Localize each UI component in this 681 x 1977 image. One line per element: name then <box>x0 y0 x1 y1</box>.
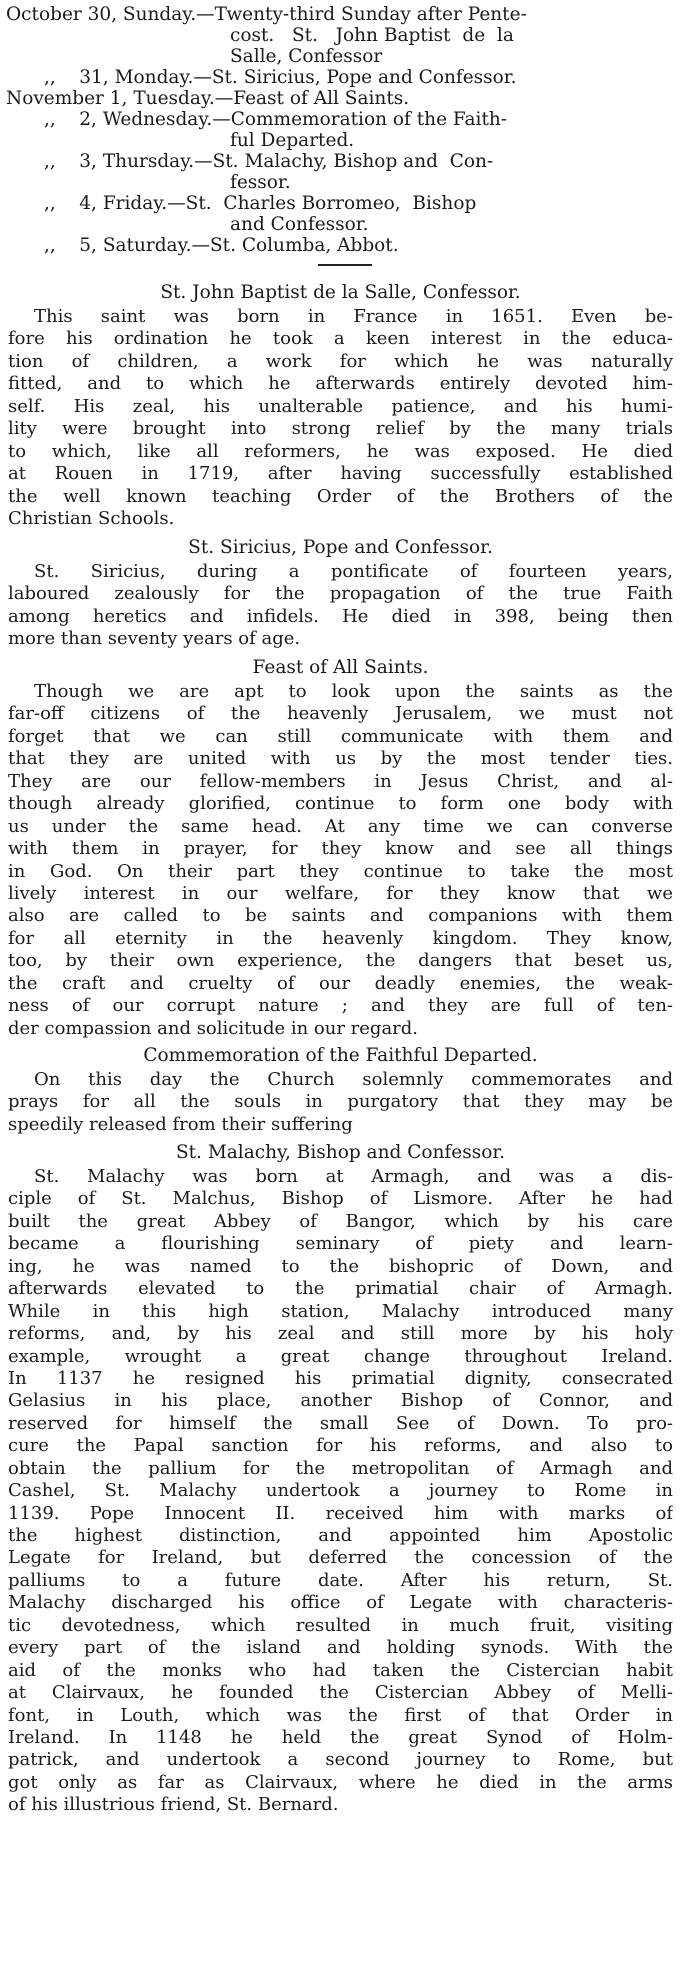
text-line: speedily released from their suffering <box>8 1113 353 1135</box>
text-line: Cashel, St. Malachy undertook a journey to Rome in <box>8 1480 673 1502</box>
text-line: St. Siricius, during a pontificate of fourteen years, <box>34 561 673 582</box>
text-line: at Rouen in 1719, after having successfully established <box>8 463 673 485</box>
text-line: among heretics and infidels. He died in 398, being then <box>8 605 673 627</box>
text-line: of his illustrious friend, St. Bernard. <box>8 1794 339 1816</box>
text-line: far-off citizens of the heavenly Jerusalem, we must not <box>8 703 673 725</box>
text-line: afterwards elevated to the primatial chair of Armagh. <box>8 1278 673 1300</box>
section-body <box>8 1166 673 1817</box>
text-line: self. His zeal, his unalterable patience, and his humi- <box>8 395 673 417</box>
text-line: prays for all the souls in purgatory that they may be <box>8 1091 673 1113</box>
calendar-line: October 30, Sunday.—Twenty-third Sunday after Pente- <box>6 4 527 25</box>
text-line: laboured zealously for the propagation of the true Faith <box>8 583 673 605</box>
section-heading: St. Malachy, Bishop and Confessor. <box>175 1142 506 1163</box>
text-line: obtain the pallium for the metropolitan of Armagh and <box>8 1457 673 1479</box>
text-line: example, wrought a great change throughout Ireland. <box>8 1345 673 1367</box>
text-line: In 1137 he resigned his primatial dignity, consecrated <box>8 1367 673 1389</box>
text-line: to which, like all reformers, he was exposed. He died <box>8 440 673 462</box>
text-line: Though we are apt to look upon the saints as the <box>34 681 673 702</box>
calendar-line: ,, 31, Monday.—St. Siricius, Pope and Confessor. <box>44 67 517 88</box>
calendar-line: ,, 5, Saturday.—St. Columba, Abbot. <box>44 235 399 256</box>
text-line: too, by their own experience, the dangers that beset us, <box>8 950 673 972</box>
text-line: every part of the island and holding synods. With the <box>8 1637 673 1659</box>
section-heading: St. John Baptist de la Salle, Confessor. <box>160 282 521 303</box>
text-line: palliums to a future date. After his return, St. <box>8 1569 673 1591</box>
text-line: On this day the Church solemnly commemorates and <box>34 1069 673 1090</box>
text-line: lity were brought into strong relief by the many trials <box>8 418 673 440</box>
text-line: the highest distinction, and appointed him Apostolic <box>8 1525 673 1546</box>
text-line: reserved for himself the small See of Down. To pro- <box>8 1412 673 1434</box>
text-line: They are our fellow-members in Jesus Christ, and al- <box>8 770 673 792</box>
text-line: forget that we can still communicate with them and <box>8 725 673 747</box>
text-line: that they are united with us by the most tender ties. <box>8 748 673 770</box>
text-line: Malachy discharged his office of Legate with characteris- <box>8 1592 673 1614</box>
text-line: font, in Louth, which was the first of that Order in <box>8 1704 673 1726</box>
text-line: at Clairvaux, he founded the Cistercian Abbey of Melli- <box>8 1682 673 1704</box>
section-body <box>8 681 673 1040</box>
text-line: ness of our corrupt nature ; and they are full of ten- <box>8 995 673 1017</box>
text-line: Ireland. In 1148 he held the great Synod of Holm- <box>8 1726 673 1748</box>
section-body <box>8 306 673 530</box>
calendar-line: and Confessor. <box>230 214 369 235</box>
text-line: though already glorified, continue to form one body with <box>8 793 673 815</box>
text-line: the well known teaching Order of the Brothers of the <box>8 485 673 507</box>
section-body <box>8 561 673 651</box>
text-line: tic devotedness, which resulted in much fruit, visiting <box>8 1614 673 1636</box>
text-line: Legate for Ireland, but deferred the concession of the <box>8 1547 673 1569</box>
text-line: got only as far as Clairvaux, where he died in the arms <box>8 1771 673 1793</box>
calendar-line: fessor. <box>230 172 291 193</box>
text-line: also are called to be saints and companions with them <box>8 905 673 927</box>
calendar-line: ,, 4, Friday.—St. Charles Borromeo, Bishop <box>44 193 477 214</box>
text-line: in God. On their part they continue to take the most <box>8 860 673 882</box>
text-line: cure the Papal sanction for his reforms, and also to <box>8 1435 673 1457</box>
text-line: St. Malachy was born at Armagh, and was a dis- <box>34 1166 673 1187</box>
text-line: tion of children, a work for which he was naturally <box>8 350 673 372</box>
text-line: This saint was born in France in 1651. Even be- <box>34 306 673 327</box>
section-heading: Commemoration of the Faithful Departed. <box>143 1045 538 1066</box>
text-line: reforms, and, by his zeal and still more by his holy <box>8 1323 673 1345</box>
text-line: more than seventy years of age. <box>8 628 301 650</box>
text-line: 1139. Pope Innocent II. received him with marks of <box>8 1502 673 1524</box>
calendar-line: November 1, Tuesday.—Feast of All Saints. <box>6 88 410 109</box>
text-line: Gelasius in his place, another Bishop of Connor, and <box>8 1390 673 1412</box>
text-line: fitted, and to which he afterwards entirely devoted him- <box>8 373 673 395</box>
text-line: for all eternity in the heavenly kingdom. They know, <box>8 927 673 949</box>
text-line: While in this high station, Malachy introduced many <box>8 1300 673 1322</box>
text-line: us under the same head. At any time we can converse <box>8 815 673 837</box>
text-line: ing, he was named to the bishopric of Down, and <box>8 1255 673 1277</box>
text-line: lively interest in our welfare, for they know that we <box>8 882 673 904</box>
text-line: built the great Abbey of Bangor, which by his care <box>8 1210 673 1232</box>
calendar-line: ,, 2, Wednesday.—Commemoration of the Faith- <box>44 109 508 130</box>
text-line: the craft and cruelty of our deadly enemies, the weak- <box>8 972 673 994</box>
calendar-line: cost. St. John Baptist de la <box>230 25 514 46</box>
section-heading: Feast of All Saints. <box>252 657 429 678</box>
divider-rule <box>318 264 372 266</box>
calendar-line: ful Departed. <box>230 130 355 151</box>
section-heading: St. Siricius, Pope and Confessor. <box>188 537 493 558</box>
section-body <box>8 1069 673 1136</box>
text-line: ciple of St. Malchus, Bishop of Lismore. After he had <box>8 1188 673 1210</box>
calendar-line: Salle, Confessor <box>230 46 383 67</box>
text-line: aid of the monks who had taken the Cistercian habit <box>8 1659 673 1681</box>
text-line: fore his ordination he took a keen interest in the educa- <box>8 328 673 350</box>
text-line: patrick, and undertook a second journey to Rome, but <box>8 1749 673 1771</box>
text-line: Christian Schools. <box>8 507 175 529</box>
text-line: became a flourishing seminary of piety and learn- <box>8 1233 673 1255</box>
calendar-line: ,, 3, Thursday.—St. Malachy, Bishop and Con- <box>44 151 494 172</box>
text-line: der compassion and solicitude in our regard. <box>8 1017 419 1039</box>
text-line: with them in prayer, for they know and see all things <box>8 838 673 860</box>
